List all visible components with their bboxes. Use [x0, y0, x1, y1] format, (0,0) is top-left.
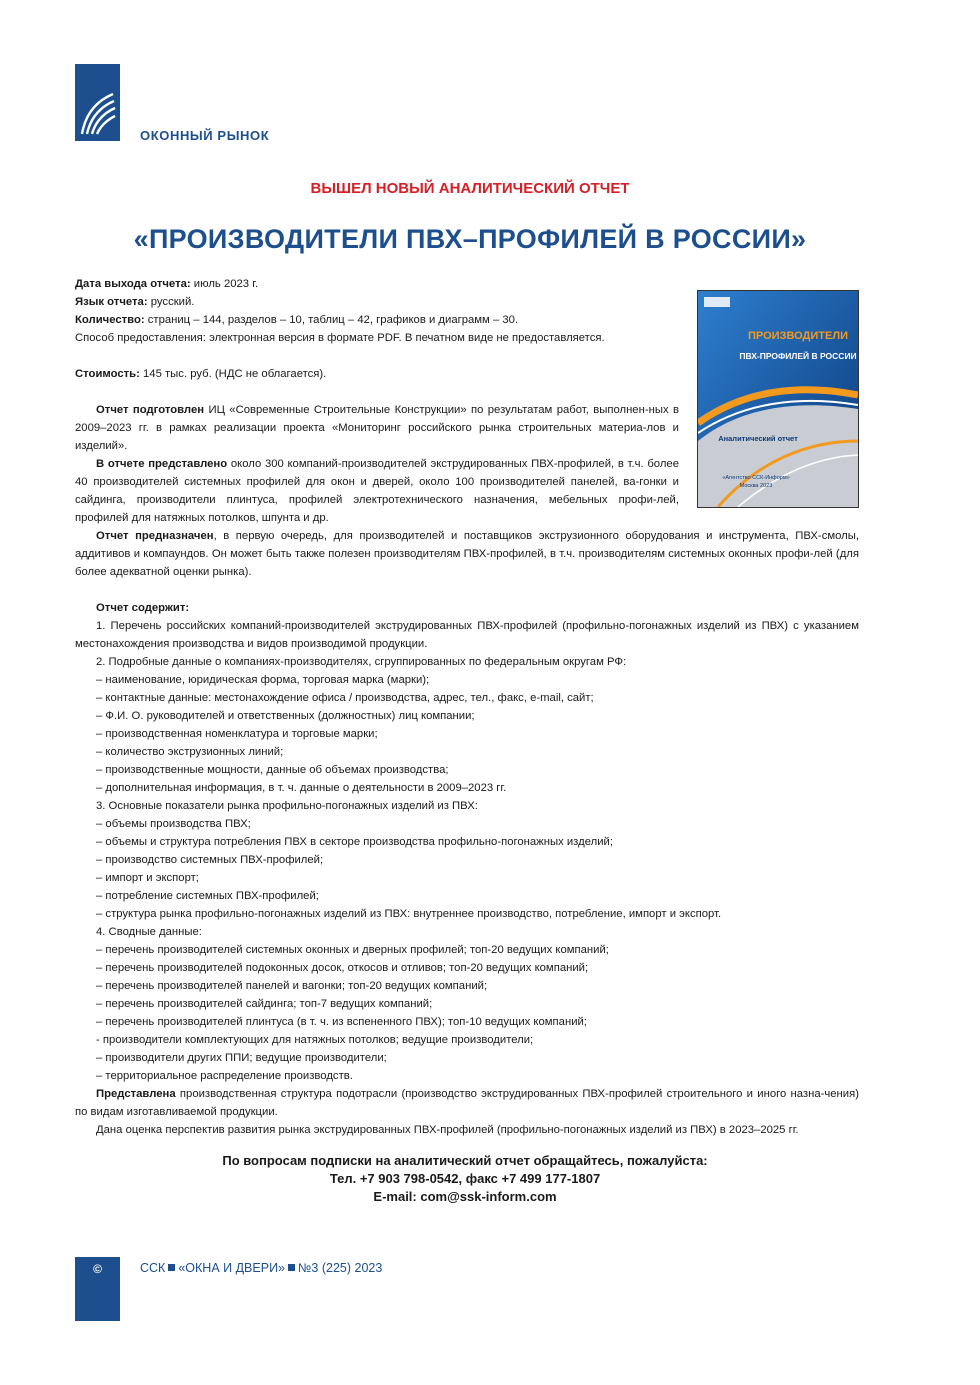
- contents-item: - производители комплектующих для натяжных потолков; ведущие производители;: [96, 1034, 534, 1046]
- footer-publication: ССК «ОКНА И ДВЕРИ» №3 (225) 2023: [140, 1261, 383, 1275]
- cover-subtitle: Аналитический отчет: [718, 434, 798, 443]
- contents-item: – производство системных ПВХ-профилей;: [96, 854, 324, 866]
- contact-block: [0, 1152, 930, 1206]
- section-label: ОКОННЫЙ РЫНОК: [140, 128, 270, 143]
- intended-paragraph: Отчет предназначен, в первую очередь, для производителей и поставщиков экструзионного оборудования и инструмента, ПВХ-смолы, аддитивов и компаундов. Он может быть также полезен производителям ПВХ-профилей, в т.ч. производителям системных оконных профи-лей (для более адекватной оценки рынка).: [75, 530, 859, 578]
- cover-title-line1: ПРОИЗВОДИТЕЛИ: [748, 330, 848, 342]
- announcement-kicker: ВЫШЕЛ НОВЫЙ АНАЛИТИЧЕСКИЙ ОТЧЕТ: [310, 180, 630, 197]
- contents-item: 4. Сводные данные:: [96, 926, 202, 938]
- contents-item: – объемы и структура потребления ПВХ в секторе производства профильно-погонажных изделий;: [96, 836, 613, 848]
- page-title: «ПРОИЗВОДИТЕЛИ ПВХ–ПРОФИЛЕЙ В РОССИИ»: [133, 224, 807, 254]
- cover-title-line2: ПВХ-ПРОФИЛЕЙ В РОССИИ: [739, 351, 857, 361]
- meta-delivery: Способ предоставления: электронная версия в формате PDF. В печатном виде не предоставляется.: [75, 332, 605, 344]
- contents-item: – перечень производителей подоконных досок, откосов и отливов; топ-20 ведущих компаний;: [96, 962, 589, 974]
- contents-item: – наименование, юридическая форма, торговая марка (марки);: [96, 674, 430, 686]
- contact-phone[interactable]: Тел. +7 903 798-0542, факс +7 499 177-1807: [329, 1171, 601, 1186]
- main-body: [75, 527, 859, 1139]
- contents-item: – перечень производителей системных оконных и дверных профилей; топ-20 ведущих компаний;: [96, 944, 609, 956]
- magazine-logo: [75, 64, 120, 141]
- forecast-paragraph: Дана оценка перспектив развития рынка экструдированных ПВХ-профилей (профильно-погонажных изделий из ПВХ) в 2023–2025 гг.: [96, 1124, 799, 1136]
- contents-item: – потребление системных ПВХ-профилей;: [96, 890, 319, 902]
- contents-item: – контактные данные: местонахождение офиса / производства, адрес, тел., факс, e-mail, сайт;: [96, 692, 594, 704]
- contents-item: – перечень производителей плинтуса (в т. ч. из вспененного ПВХ); топ-10 ведущих компаний;: [96, 1016, 587, 1028]
- contents-item: 3. Основные показатели рынка профильно-погонажных изделий из ПВХ:: [96, 800, 478, 812]
- contents-item: – объемы производства ПВХ;: [96, 818, 251, 830]
- square-bullet-icon: [288, 1264, 295, 1271]
- contents-heading: Отчет содержит:: [96, 602, 190, 614]
- contents-item: – структура рынка профильно-погонажных изделий из ПВХ: внутреннее производство, потребление, импорт и экспорт.: [96, 908, 722, 920]
- contact-email[interactable]: E-mail: com@ssk-inform.com: [373, 1189, 557, 1204]
- contents-item: – производители других ППИ; ведущие производители;: [96, 1052, 387, 1064]
- contents-item: – количество экструзионных линий;: [96, 746, 284, 758]
- intro-paragraphs: [75, 401, 679, 527]
- structure-paragraph: Представлена производственная структура подотрасли (производство экструдированных ПВХ-профилей строительного и иного назна-чения) по видам изготавливаемой продукции.: [75, 1088, 859, 1118]
- contents-item: – Ф.И. О. руководителей и ответственных (должностных) лиц компании;: [96, 710, 475, 722]
- contents-item: – импорт и экспорт;: [96, 872, 199, 884]
- meta-price: Стоимость: 145 тыс. руб. (НДС не облагается).: [75, 368, 327, 380]
- copyright-icon: ©: [93, 1262, 102, 1276]
- square-bullet-icon: [168, 1264, 175, 1271]
- contents-item: – производственная номенклатура и торговые марки;: [96, 728, 378, 740]
- contents-item: 2. Подробные данные о компаниях-производителях, сгруппированных по федеральным округам РФ:: [96, 656, 627, 668]
- cover-publisher: «Агентство ССК-Информ»: [722, 475, 790, 481]
- cover-year: Москва 2023: [739, 483, 773, 489]
- report-cover-image: [697, 290, 859, 508]
- contact-intro: По вопросам подписки на аналитический отчет обращайтесь, пожалуйста:: [222, 1153, 708, 1168]
- contents-list: [75, 617, 859, 1085]
- presented-paragraph: В отчете представлено около 300 компаний-производителей экструдированных ПВХ-профилей, в т.ч. более 40 производителей системных профилей для окон и дверей, около 100 производителей панелей, ва-гонки и сайдинга, производители плинтуса, профилей электротехнического назначения, мебельных профи-лей, профилей для натяжных потолков, шпунта и др.: [75, 458, 679, 524]
- contents-item: – дополнительная информация, в т. ч. данные о деятельности в 2009–2023 гг.: [96, 782, 507, 794]
- contents-item: 1. Перечень российских компаний-производителей экструдированных ПВХ-профилей (профильно-погонажных изделий из ПВХ) с указанием местонахождения производства и видов производимой продукции.: [75, 620, 859, 650]
- report-meta: [75, 275, 695, 383]
- contents-item: – перечень производителей панелей и вагонки; топ-20 ведущих компаний;: [96, 980, 488, 992]
- prepared-paragraph: Отчет подготовлен ИЦ «Современные Строительные Конструкции» по результатам работ, выполнен-ных в 2009–2023 гг. в рамках реализации проекта «Мониторинг российского рынка строительных материа-лов и изделий».: [75, 404, 679, 452]
- meta-language: Язык отчета: русский.: [75, 296, 195, 308]
- contents-item: – территориальное распределение производств.: [96, 1070, 353, 1082]
- meta-date: Дата выхода отчета: июль 2023 г.: [75, 278, 259, 290]
- meta-count: Количество: страниц – 144, разделов – 10, таблиц – 42, графиков и диаграмм – 30.: [75, 314, 519, 326]
- contents-item: – перечень производителей сайдинга; топ-7 ведущих компаний;: [96, 998, 433, 1010]
- logo-swoosh-icon: [79, 90, 116, 136]
- contents-item: – производственные мощности, данные об объемах производства;: [96, 764, 449, 776]
